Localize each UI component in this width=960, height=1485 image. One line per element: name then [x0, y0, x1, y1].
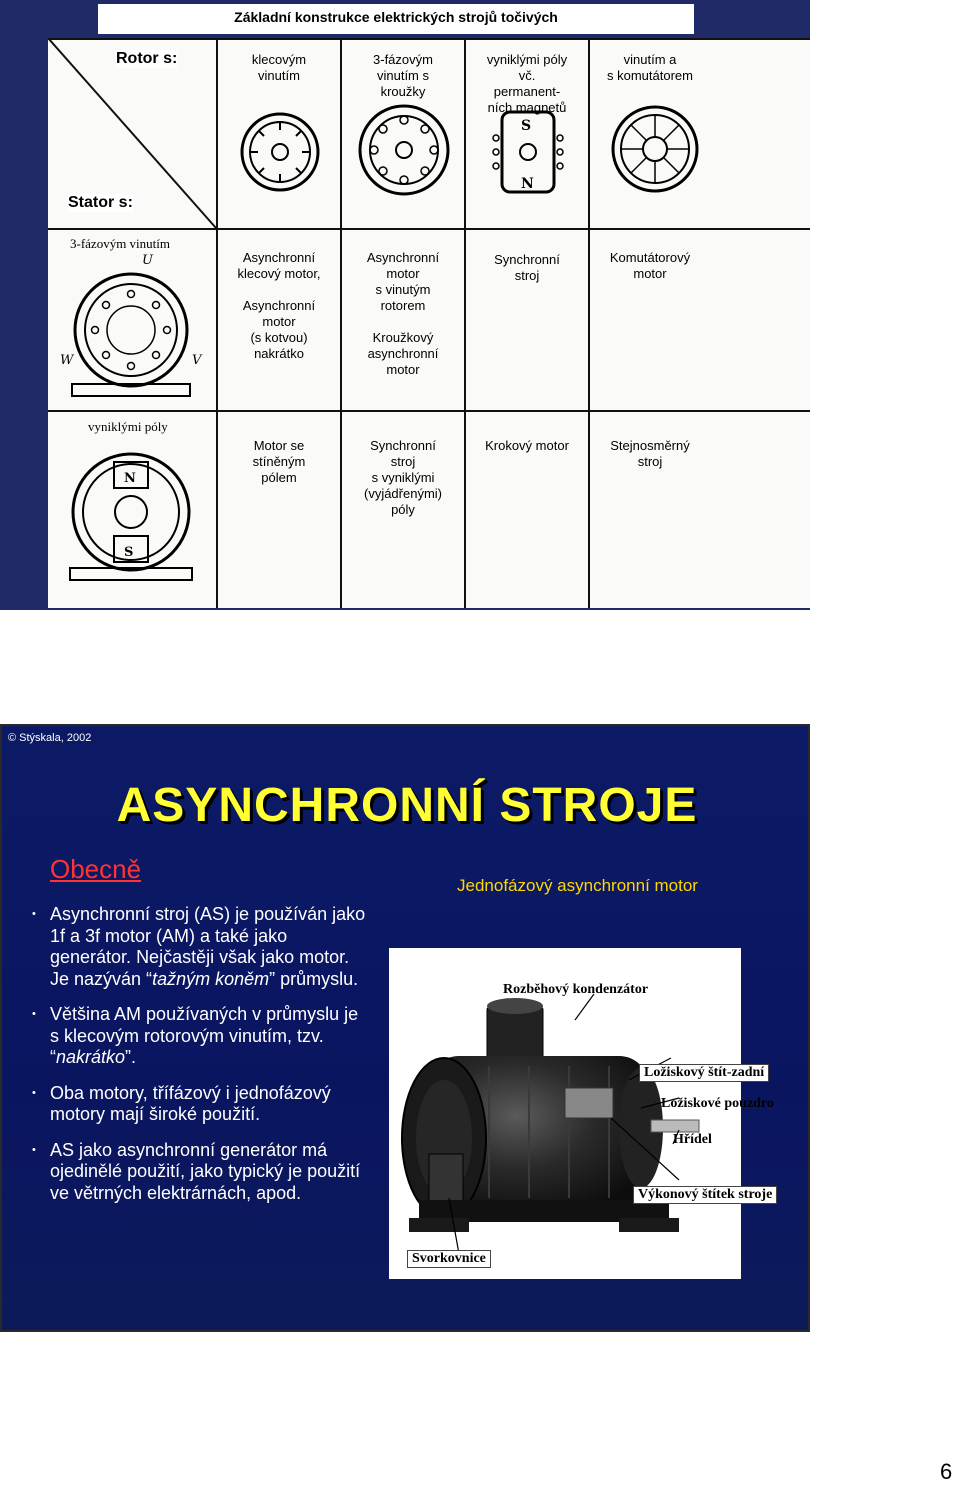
- rotor-type-cage: klecovým vinutím: [251, 52, 307, 83]
- bullet-item: • Většina AM používaných v průmyslu je s klecovým rotorovým vinutím, tzv. “nakrátko”.: [32, 1004, 372, 1069]
- grid-line: [464, 38, 466, 608]
- salient-pole-stator-diagram: [56, 436, 206, 586]
- slide-construction-overview: [0, 0, 810, 610]
- slide2-title: ASYNCHRONNÍ STROJE: [116, 779, 698, 832]
- terminal-letter: W: [60, 353, 74, 368]
- terminal-letter: V: [192, 353, 202, 368]
- label-nameplate: Výkonový štítek stroje: [633, 1186, 777, 1204]
- label-terminal-box: Svorkovnice: [407, 1250, 491, 1268]
- pole-letter: N: [521, 176, 534, 192]
- bullet-item: • AS jako asynchronní generátor má ojedinělé použití, jako typický je použití ve větrných elektrárnách, apod.: [32, 1140, 372, 1205]
- rotor-header: Rotor s:: [116, 50, 178, 67]
- motor-photo: [389, 948, 774, 1279]
- bullet-list: [32, 904, 372, 1218]
- cage-rotor-diagram: [238, 110, 322, 194]
- page-number: 6: [940, 1459, 953, 1484]
- pole-letter: S: [124, 545, 134, 560]
- slide1-title: Základní konstrukce elektrických strojů točivých: [98, 4, 694, 34]
- rotor-type-slip-rings: 3-fázovým vinutím s kroužky: [373, 52, 433, 99]
- cell-salient-pole-synchronous: Synchronní stroj s vyniklými (vyjádřenými) póly: [363, 438, 442, 517]
- stator-type-3phase: 3-fázovým vinutím: [70, 236, 171, 251]
- bullet-item: • Asynchronní stroj (AS) je používán jako 1f a 3f motor (AM) a také jako generátor. Nejčastěji však jako motor. Je nazýván “tažným koněm” průmyslu.: [32, 904, 372, 990]
- pole-letter: N: [124, 471, 136, 486]
- slide-asynchronous-machines: [0, 724, 810, 1332]
- grid-line: [48, 410, 810, 412]
- label-bearing-housing: Ložiskové pouzdro: [661, 1096, 774, 1111]
- cell-dc-machine: Stejnosměrný stroj: [610, 438, 690, 469]
- cell-stepper-motor: Krokový motor: [485, 438, 569, 453]
- stator-type-salient: vyniklými póly: [88, 419, 168, 434]
- cell-wound-rotor-motor: Asynchronní motor s vinutým rotorem Kroužkový asynchronní motor: [366, 250, 440, 377]
- section-heading: Obecně: [50, 854, 142, 884]
- rotor-type-commutator: vinutím a s komutátorem: [607, 52, 693, 83]
- stator-header: Stator s:: [68, 194, 133, 211]
- cell-synchronous-machine: Synchronní stroj: [494, 252, 560, 283]
- commutator-rotor-diagram: [610, 104, 700, 194]
- label-start-capacitor: Rozběhový kondenzátor: [503, 982, 649, 997]
- cell-commutator-motor: Komutátorový motor: [609, 250, 691, 281]
- cell-shaded-pole-motor: Motor se stíněným pólem: [252, 438, 306, 485]
- label-rear-end-shield: Ložiskový štít-zadní: [639, 1064, 769, 1082]
- slip-ring-rotor-diagram: [356, 102, 452, 198]
- label-shaft: Hřídel: [673, 1132, 712, 1147]
- cell-squirrel-cage-motor: Asynchronní klecový motor, Asynchronní motor (s kotvou) nakrátko: [237, 250, 321, 361]
- grid-line: [588, 38, 590, 608]
- terminal-letter: U: [142, 253, 153, 268]
- construction-table: [48, 38, 810, 608]
- rotor-type-salient-poles: vyniklými póly vč. permanent- ních magnetů: [486, 52, 568, 115]
- 3phase-stator-diagram: [54, 252, 208, 402]
- bullet-item: • Oba motory, třífázový i jednofázový motory mají široké použití.: [32, 1083, 372, 1126]
- pole-letter: S: [521, 118, 532, 134]
- copyright-note: © Stýskala, 2002: [8, 732, 92, 744]
- salient-pole-rotor-diagram: [488, 104, 568, 200]
- motor-photo-heading: Jednofázový asynchronní motor: [457, 876, 698, 895]
